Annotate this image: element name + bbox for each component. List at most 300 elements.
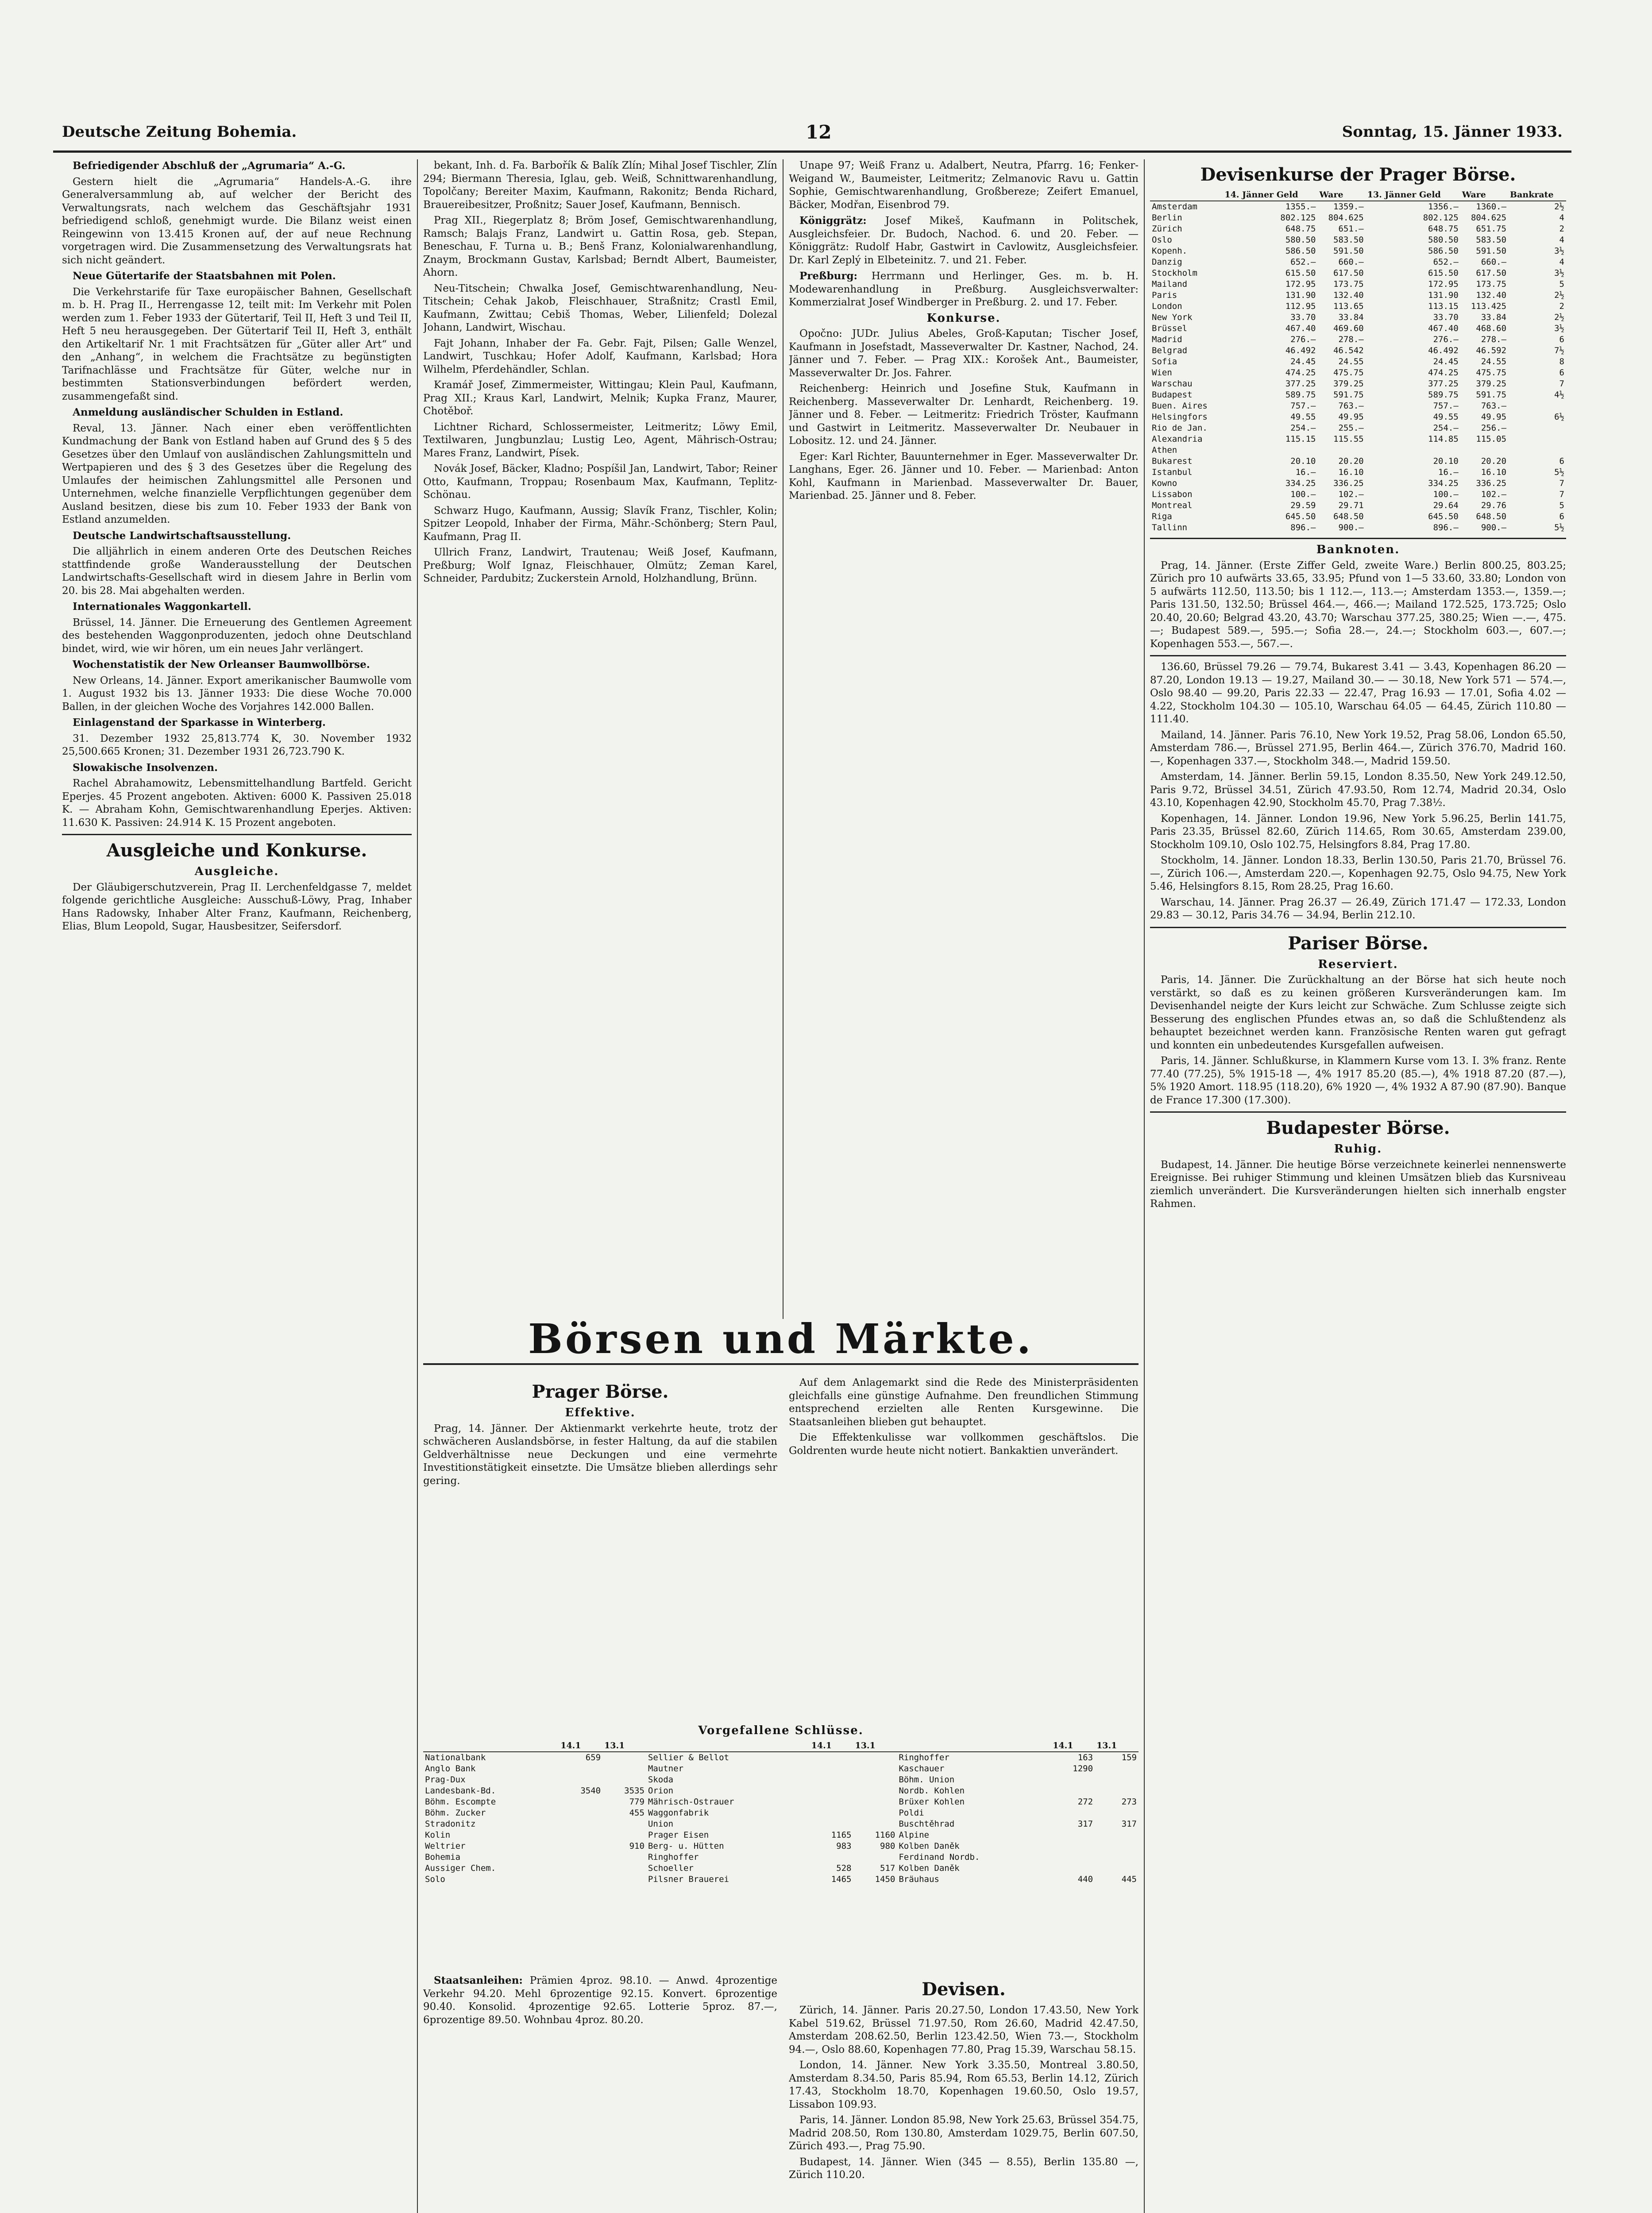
table-cell: 589.75 <box>1428 390 1459 400</box>
article-body: Herrmann und Herlinger, Ges. m. b. H. Modewarenhandlung in Preßburg. Ausgleichsverwalter: Kommerzialrat Josef Windberger in Preßburg. 2. und 17. Feber. <box>789 270 1139 308</box>
table-cell: 900.— <box>1481 523 1507 532</box>
table-cell <box>559 1874 602 1885</box>
table-cell: 468.60 <box>1476 324 1507 333</box>
section-subtitle: Banknoten. <box>1316 543 1400 556</box>
right-column <box>1150 159 1566 2213</box>
table-cell: 278.— <box>1481 335 1507 344</box>
article-body: London, 14. Jänner. New York 3.35.50, Montreal 3.80.50, Amsterdam 8.34.50, Paris 85.94, Rom 65.53, Berlin 14.12, Zürich 17.43, Stockholm 18.70, Kopenhagen 19.60.50, Oslo 19.57, Lissabon 109.93. <box>789 2059 1139 2110</box>
article-body: Paris, 14. Jänner. Die Zurückhaltung an der Börse hat sich heute noch verstärkt, so daß es zu keinen größeren Kursveränderungen kam. Im Devisenhandel neigte der Kurs leicht zur Schwäche. Zum Schlusse zeigte sich Besserung des englischen Pfundes etwas an, so daß die Schlußtendenz als behauptet bezeichnet werden kann. Französische Renten waren gut gefragt und konnten ein unbedeutendes Kursgefallen aufweisen. <box>1150 974 1566 1051</box>
table-cell: 648.50 <box>1476 512 1507 521</box>
column-3 <box>789 159 1139 1319</box>
table-cell: 115.05 <box>1476 434 1507 444</box>
table-cell: Athen <box>1152 445 1177 455</box>
column-rule <box>783 159 784 1319</box>
table-cell: 377.25 <box>1285 379 1316 389</box>
table-cell: 583.50 <box>1333 235 1364 245</box>
table-cell: 273 <box>1121 1797 1137 1807</box>
table-cell: Zürich <box>1152 224 1182 234</box>
section-subtitle: Vorgefallene Schlüsse. <box>698 1724 864 1737</box>
table-cell: 802.125 <box>1423 213 1459 223</box>
table-cell: 24.55 <box>1481 357 1507 366</box>
exchange-rate-table <box>1150 189 1566 533</box>
table-row <box>423 1808 1139 1819</box>
table-cell: Alexandria <box>1152 434 1203 444</box>
table-cell: 2 <box>1559 301 1564 311</box>
table-cell: 172.95 <box>1428 279 1459 289</box>
table-cell: 615.50 <box>1428 268 1459 278</box>
table-cell: 276.— <box>1290 335 1316 344</box>
table-row <box>423 1774 1139 1785</box>
section-title: Budapester Börse. <box>1266 1118 1450 1138</box>
table-cell: 113.15 <box>1428 301 1459 311</box>
table-cell: 455 <box>629 1808 645 1818</box>
table-cell <box>853 1763 897 1774</box>
markets-banner: Börsen und Märkte. <box>423 1315 1139 1365</box>
article-body: Budapest, 14. Jänner. Die heutige Börse verzeichnete keinerlei nennenswerte Ereignisse. Bei ruhiger Stimmung und kleinen Umsätzen blieb das Kursniveau ziemlich unverändert. Die Kursveränderungen hielten sich innerhalb engster Rahmen. <box>1150 1159 1566 1210</box>
article-body: Unape 97; Weiß Franz u. Adalbert, Neutra, Pfarrg. 16; Fenker-Weigand W., Baumeister, Leitmeritz; Zelmanovic Ravu u. Gattin Sophie, Gemischtwarenhandlung, Großbereze; Zeifert Emanuel, Bäcker, Modřan, Eisenbrod 79. <box>789 160 1139 211</box>
table-cell: 475.75 <box>1476 368 1507 378</box>
table-cell: 7 <box>1559 379 1564 389</box>
table-row <box>1150 323 1566 334</box>
table-cell: 254.— <box>1290 423 1316 433</box>
table-cell: Paris <box>1152 290 1177 300</box>
table-cell: 254.— <box>1433 423 1459 433</box>
table-cell <box>1095 1830 1139 1841</box>
section-subtitle: Effektive. <box>565 1406 636 1419</box>
table-cell: 591.75 <box>1476 390 1507 400</box>
table-cell: Waggonfabrik <box>648 1808 709 1818</box>
section-title: Devisenkurse der Prager Börse. <box>1200 164 1516 185</box>
table-row <box>423 1841 1139 1852</box>
table-row <box>423 1819 1139 1830</box>
table-cell: 648.50 <box>1333 512 1364 521</box>
article-body: Prämien 4proz. 98.10. — Anwd. 4prozentige Verkehr 94.20. Mehl 6prozentige 92.15. Konvert. 6prozentige 90.40. Konsolid. 4prozentige 92.65. Lotterie 5proz. 87.—, 6prozentige 89.50. Wohnbau 4proz. 80.20. <box>423 1975 777 2026</box>
table-cell: Sofia <box>1152 357 1177 366</box>
table-row <box>1150 268 1566 279</box>
table-cell: 779 <box>629 1797 645 1807</box>
table-cell: 580.50 <box>1428 235 1459 245</box>
table-cell <box>1051 1808 1095 1819</box>
table-cell: 586.50 <box>1285 246 1316 256</box>
table-cell <box>1051 1774 1095 1785</box>
table-cell <box>1095 1763 1139 1774</box>
table-cell: Nationalbank <box>425 1752 486 1762</box>
article-body: Stockholm, 14. Jänner. London 18.33, Berlin 130.50, Paris 21.70, Brüssel 76.—, Zürich 106.—, Amsterdam 220.—, Kopenhagen 92.75, Oslo 94.75, New York 5.46, Helsingfors 8.15, Rom 28.25, Prag 16.60. <box>1150 855 1566 892</box>
table-row <box>1150 489 1566 500</box>
table-cell: Mailand <box>1152 279 1188 289</box>
table-cell: 8 <box>1559 357 1564 366</box>
table-header-cell: Ware <box>1318 189 1366 201</box>
table-cell: Tallinn <box>1152 523 1188 532</box>
article-title: Staatsanleihen: <box>434 1974 523 1986</box>
article-title: Wochenstatistik der New Orleanser Baumwollbörse. <box>73 659 370 671</box>
table-cell: 467.40 <box>1428 324 1459 333</box>
article-title: Befriedigender Abschluß der „Agrumaria“ A.-G. <box>73 160 346 172</box>
table-cell: 16.— <box>1295 467 1316 477</box>
table-cell: 256.— <box>1481 423 1507 433</box>
table-cell <box>810 1752 853 1763</box>
table-cell: 980 <box>880 1841 895 1851</box>
table-cell: 763.— <box>1338 401 1364 411</box>
table-cell: Danzig <box>1152 257 1182 267</box>
table-cell <box>1460 445 1508 456</box>
table-cell: 648.75 <box>1285 224 1316 234</box>
table-cell <box>1508 401 1566 412</box>
article-body: Der Gläubigerschutzverein, Prag II. Lerchenfeldgasse 7, meldet folgende gerichtliche Ausgleiche: Ausschuß-Löwy, Prag, Inhaber Hans Radowsky, Inhaber Alter Franz, Kaufmann, Reichenberg, Elias, Blum Leopold, Sugar, Hausbesitzer, Seifersdorf. <box>62 881 412 932</box>
table-row <box>1150 456 1566 467</box>
table-cell: 474.25 <box>1428 368 1459 378</box>
table-cell: Oslo <box>1152 235 1172 245</box>
table-cell: 20.10 <box>1290 456 1316 466</box>
table-cell: 445 <box>1121 1874 1137 1884</box>
table-cell: 660.— <box>1481 257 1507 267</box>
table-cell: 586.50 <box>1428 246 1459 256</box>
table-cell: 131.90 <box>1428 290 1459 300</box>
table-cell: 804.625 <box>1328 213 1364 223</box>
table-cell <box>853 1852 897 1863</box>
article-body: Prag, 14. Jänner. Der Aktienmarkt verkehrte heute, trotz der schwächeren Auslandsbörse, in fester Haltung, da auf die stabilen Geldverhältnisse neue Deckungen und eine vermehrte Investitionstätigkeit einsetzte. Die Umsätze blieben allerdings sehr gering. <box>423 1423 777 1487</box>
table-cell <box>559 1819 602 1830</box>
article-body: Lichtner Richard, Schlossermeister, Leitmeritz; Löwy Emil, Textilwaren, Jungbunzlau; Lustig Leo, Agent, Mährisch-Ostrau; Mares Franz, Landwirt, Písek. <box>423 421 777 459</box>
table-header-cell <box>1150 189 1223 201</box>
table-cell: 114.85 <box>1428 434 1459 444</box>
table-cell: 115.15 <box>1285 434 1316 444</box>
table-cell: 172.95 <box>1285 279 1316 289</box>
table-cell: Prag-Dux <box>425 1774 466 1785</box>
article-body: Amsterdam, 14. Jänner. Berlin 59.15, London 8.35.50, New York 249.12.50, Paris 9.72, Brüssel 34.51, Zürich 47.93.50, Rom 12.74, Madrid 20.34, Oslo 43.10, Kopenhagen 42.90, Stockholm 45.70, Prag 7.38½. <box>1150 771 1566 809</box>
article-body: Prag, 14. Jänner. (Erste Ziffer Geld, zweite Ware.) Berlin 800.25, 803.25; Zürich pro 10 aufwärts 33.65, 33.95; Pfund von 1—5 33.60, 33.80; London von 5 aufwärts 112.50, 113.50; bis 1 112.—, 113.—; Amsterdam 1353.—, 1359.—; Paris 131.50, 132.50; Brüssel 464.—, 466.—; Mailand 172.525, 173.725; Oslo 20.40, 20.60; Belgrad 43.20, 43.70; Warschau 377.25, 380.25; Wien —.—, 475.—; Budapest 589.—, 595.—; Sofia 28.—, 24.—; Stockholm 603.—, 607.—; Kopenhagen 553.—, 567.—. <box>1150 559 1566 650</box>
article-body: Warschau, 14. Jänner. Prag 26.37 — 26.49, Zürich 171.47 — 172.33, London 29.83 — 30.12, Paris 34.76 — 34.94, Berlin 212.10. <box>1150 896 1566 921</box>
table-cell: Bukarest <box>1152 456 1193 466</box>
divider <box>1150 927 1566 928</box>
masthead-title: Deutsche Zeitung Bohemia. <box>62 123 297 141</box>
trades-section <box>423 1722 1139 1970</box>
table-cell: 46.542 <box>1333 346 1364 355</box>
table-row <box>1150 301 1566 312</box>
table-cell <box>1318 445 1366 456</box>
table-cell: 336.25 <box>1476 478 1507 488</box>
table-header-cell: Bankrate <box>1508 189 1566 201</box>
article-title: Preßburg: <box>799 270 858 282</box>
table-cell <box>810 1774 853 1785</box>
table-row <box>1150 356 1566 367</box>
table-row <box>1150 290 1566 301</box>
table-cell: Nordb. Kohlen <box>899 1785 965 1796</box>
table-cell: Lissabon <box>1152 490 1193 499</box>
table-cell <box>853 1797 897 1808</box>
table-cell: Budapest <box>1152 390 1193 400</box>
divider <box>62 834 412 835</box>
table-row <box>1150 224 1566 235</box>
article-body: Kopenhagen, 14. Jänner. London 19.96, New York 5.96.25, Berlin 141.75, Paris 23.35, Brüssel 82.60, Zürich 114.65, Rom 30.65, Amsterdam 239.00, Stockholm 109.10, Oslo 102.75, Helsingfors 8.84, Prag 17.80. <box>1150 813 1566 851</box>
article-body: Paris, 14. Jänner. London 85.98, New York 25.63, Brüssel 354.75, Madrid 208.50, Rom 130.80, Amsterdam 1029.75, Berlin 607.50, Zürich 493.—, Prag 75.90. <box>789 2114 1139 2152</box>
table-row <box>1150 478 1566 489</box>
table-cell: Kolin <box>425 1830 451 1840</box>
table-cell: 1359.— <box>1333 202 1364 212</box>
table-header-cell <box>423 1740 559 1752</box>
table-cell: 528 <box>836 1863 852 1873</box>
table-cell: Bohemia <box>425 1852 461 1862</box>
table-cell: 467.40 <box>1285 324 1316 333</box>
table-cell: 802.125 <box>1280 213 1316 223</box>
table-cell: 46.592 <box>1476 346 1507 355</box>
table-cell: 113.425 <box>1471 301 1507 311</box>
table-cell: 29.76 <box>1481 501 1507 510</box>
table-cell <box>1366 445 1460 456</box>
table-cell: 24.45 <box>1290 357 1316 366</box>
table-cell: 5 <box>1559 279 1564 289</box>
table-cell: 2½ <box>1554 290 1564 300</box>
table-cell: 29.71 <box>1338 501 1364 510</box>
table-row <box>1150 423 1566 434</box>
table-row <box>1150 334 1566 345</box>
table-cell <box>810 1797 853 1808</box>
table-cell: 102.— <box>1481 490 1507 499</box>
table-cell: Bräuhaus <box>899 1874 939 1884</box>
table-cell <box>1095 1774 1139 1785</box>
table-row <box>423 1763 1139 1774</box>
table-header-cell: Ware <box>1460 189 1508 201</box>
table-cell: Pilsner Brauerei <box>648 1874 729 1884</box>
table-cell: Orion <box>648 1785 674 1796</box>
table-cell: 29.64 <box>1433 501 1459 510</box>
table-row <box>423 1797 1139 1808</box>
table-cell <box>559 1763 602 1774</box>
table-cell: 16.— <box>1438 467 1459 477</box>
table-cell: 2½ <box>1554 312 1564 322</box>
table-cell: Belgrad <box>1152 346 1188 355</box>
table-cell: 617.50 <box>1333 268 1364 278</box>
table-cell: Schoeller <box>648 1863 694 1873</box>
table-header-cell: 14. Jänner Geld <box>1223 189 1317 201</box>
table-cell: 163 <box>1077 1752 1093 1762</box>
table-cell: 33.84 <box>1338 312 1364 322</box>
table-cell <box>1095 1841 1139 1852</box>
article-body: Neu-Titschein; Chwalka Josef, Gemischtwarenhandlung, Neu-Titschein; Cehak Jakob, Fleischhauer, Straßnitz; Crastl Emil, Kaufmann, Zwittau; Cebiš Thomas, Weber, Lilienfeld; Dolezal Johann, Landwirt, Wischau. <box>423 282 777 333</box>
table-cell: 20.20 <box>1481 456 1507 466</box>
table-cell: Kolben Daněk <box>899 1841 960 1851</box>
table-cell: 591.75 <box>1333 390 1364 400</box>
table-cell: Skoda <box>648 1774 674 1785</box>
table-cell: 113.65 <box>1333 301 1364 311</box>
table-row <box>423 1752 1139 1763</box>
table-cell: Wien <box>1152 368 1172 378</box>
section-subtitle: Ausgleiche. <box>194 865 279 878</box>
table-row <box>1150 246 1566 257</box>
table-cell: 5½ <box>1554 467 1564 477</box>
table-cell <box>1051 1785 1095 1797</box>
table-cell: 983 <box>836 1841 852 1851</box>
table-cell: 16.10 <box>1481 467 1507 477</box>
article-body: Fajt Johann, Inhaber der Fa. Gebr. Fajt, Pilsen; Galle Wenzel, Landwirt, Tuschkau; Hofer Adolf, Kaufmann, Karlsbad; Hora Wilhelm, Pferdehändler, Schlan. <box>423 337 777 375</box>
table-cell: 474.25 <box>1285 368 1316 378</box>
table-cell: 651.— <box>1338 224 1364 234</box>
table-cell: 102.— <box>1338 490 1364 499</box>
table-cell: 7½ <box>1554 346 1564 355</box>
table-cell: Poldi <box>899 1808 924 1818</box>
table-cell: 46.492 <box>1285 346 1316 355</box>
table-cell: 317 <box>1121 1819 1137 1829</box>
table-cell: 1465 <box>831 1874 852 1884</box>
article-body: Mailand, 14. Jänner. Paris 76.10, New York 19.52, Prag 58.06, London 65.50, Amsterdam 786.—, Brüssel 271.95, Berlin 464.—, Zürich 376.70, Madrid 160.—, Kopenhagen 337.—, Stockholm 348.—, Madrid 159.50. <box>1150 729 1566 767</box>
table-cell: 100.— <box>1290 490 1316 499</box>
table-cell: Böhm. Union <box>899 1774 955 1785</box>
table-cell <box>602 1874 646 1885</box>
table-cell: 132.40 <box>1476 290 1507 300</box>
table-cell: 20.10 <box>1433 456 1459 466</box>
table-cell: 24.55 <box>1338 357 1364 366</box>
table-cell: 112.95 <box>1285 301 1316 311</box>
column-rule <box>1144 159 1145 2213</box>
table-cell <box>602 1852 646 1863</box>
table-header-cell: 13.1 <box>853 1740 897 1752</box>
table-cell: 3535 <box>624 1785 645 1796</box>
table-header-cell: 14.1 <box>1051 1740 1095 1752</box>
table-cell: 5 <box>1559 501 1564 510</box>
table-cell: 804.625 <box>1471 213 1507 223</box>
table-row <box>1150 235 1566 246</box>
table-header-cell: 13. Jänner Geld <box>1366 189 1460 201</box>
table-cell: 7 <box>1559 490 1564 499</box>
table-cell: 33.70 <box>1290 312 1316 322</box>
table-row <box>423 1863 1139 1874</box>
table-cell: 278.— <box>1338 335 1364 344</box>
table-cell: Prager Eisen <box>648 1830 709 1840</box>
table-cell: 4½ <box>1554 390 1564 400</box>
table-cell: 6 <box>1559 368 1564 378</box>
article-body: Opočno: JUDr. Julius Abeles, Groß-Kaputan; Tischer Josef, Kaufmann in Josefstadt, Masseverwalter Dr. Kastner, Nachod, 24. Jänner und 7. Feber. — Prag XIX.: Korošek Ant., Baumeister, Masseverwalter Dr. Jos. Fahrer. <box>789 328 1139 379</box>
table-cell <box>602 1774 646 1785</box>
article-body: Die alljährlich in einem anderen Orte des Deutschen Reiches stattfindende große Wanderausstellung der Deutschen Landwirtschafts-Gesellschaft wird in diesem Jahre in Berlin vom 20. bis 28. Mai abgehalten werden. <box>62 546 412 597</box>
table-cell: Aussiger Chem. <box>425 1863 496 1873</box>
article-body: bekant, Inh. d. Fa. Barbořík & Balík Zlín; Mihal Josef Tischler, Zlín 294; Biermann Theresia, Iglau, geb. Weiß, Schnittwarenhandlung, Topolčany; Bereiter Maxim, Kaufmann, Rakonitz; Benda Richard, Brauereibesitzer, Proßnitz; Sauer Josef, Kaufmann, Bennisch. <box>423 160 777 211</box>
table-cell: 33.84 <box>1481 312 1507 322</box>
table-cell: 272 <box>1077 1797 1093 1807</box>
section-title: Ausgleiche und Konkurse. <box>106 840 367 861</box>
table-cell: Kaschauer <box>899 1763 945 1773</box>
table-cell: Istanbul <box>1152 467 1193 477</box>
table-cell: 100.— <box>1433 490 1459 499</box>
table-cell <box>1508 423 1566 434</box>
article-body: Budapest, 14. Jänner. Wien (345 — 8.55), Berlin 135.80 —, Zürich 110.20. <box>789 2156 1139 2181</box>
table-cell <box>1095 1808 1139 1819</box>
table-cell: 757.— <box>1290 401 1316 411</box>
table-cell: 20.20 <box>1338 456 1364 466</box>
table-cell: 896.— <box>1290 523 1316 532</box>
table-row <box>1150 445 1566 456</box>
table-cell: 276.— <box>1433 335 1459 344</box>
table-cell: 652.— <box>1433 257 1459 267</box>
table-cell <box>853 1785 897 1797</box>
table-cell: Buen. Aires <box>1152 401 1208 411</box>
table-cell: 173.75 <box>1476 279 1507 289</box>
table-cell: 3½ <box>1554 246 1564 256</box>
table-cell: Helsingfors <box>1152 412 1208 422</box>
table-header-cell: 14.1 <box>810 1740 853 1752</box>
table-cell: 6 <box>1559 456 1564 466</box>
table-cell: 6 <box>1559 512 1564 521</box>
table-header-cell: 13.1 <box>602 1740 646 1752</box>
column-2 <box>423 159 777 1319</box>
table-cell: 2½ <box>1554 202 1564 212</box>
table-cell: Montreal <box>1152 501 1193 510</box>
table-cell: 475.75 <box>1333 368 1364 378</box>
table-cell <box>810 1763 853 1774</box>
table-cell <box>810 1785 853 1797</box>
table-cell: 16.10 <box>1338 467 1364 477</box>
table-cell: Stradonitz <box>425 1819 476 1829</box>
table-cell: Böhm. Zucker <box>425 1808 486 1818</box>
table-cell: 334.25 <box>1285 478 1316 488</box>
table-cell <box>853 1808 897 1819</box>
table-cell: 115.55 <box>1333 434 1364 444</box>
article-body: 136.60, Brüssel 79.26 — 79.74, Bukarest 3.41 — 3.43, Kopenhagen 86.20 — 87.20, London 19.13 — 19.27, Mailand 30.— — 30.18, New York 571 — 574.—, Oslo 98.40 — 99.20, Paris 22.33 — 22.47, Prag 16.93 — 17.01, Sofia 4.02 — 4.22, Stockholm 104.30 — 105.10, Warschau 64.05 — 64.45, Zürich 110.80 — 111.40. <box>1150 661 1566 725</box>
table-cell <box>559 1808 602 1819</box>
table-row <box>423 1785 1139 1797</box>
table-cell: Ringhoffer <box>899 1752 950 1762</box>
foreign-exchange-section <box>789 1974 1139 2213</box>
table-header-cell: 13.1 <box>1095 1740 1139 1752</box>
table-cell: 6½ <box>1554 412 1564 422</box>
article-title: Deutsche Landwirtschaftsausstellung. <box>73 529 291 542</box>
table-cell: 648.75 <box>1428 224 1459 234</box>
table-cell: Berlin <box>1152 213 1182 223</box>
table-cell: 2 <box>1559 224 1564 234</box>
table-cell: 379.25 <box>1333 379 1364 389</box>
table-cell: 910 <box>629 1841 645 1851</box>
article-body: Josef Mikeš, Kaufmann in Politschek, Ausgleichsfeier. Dr. Budoch, Nachod. 6. und 20. Feber. — Königgrätz: Rudolf Habr, Gastwirt in Cavlowitz, Ausgleichsfeier. Dr. Karl Zeplý in Elbeteinitz. 7. und 21. Feber. <box>789 215 1139 266</box>
table-row <box>1150 434 1566 445</box>
table-cell: 900.— <box>1338 523 1364 532</box>
table-cell <box>1095 1852 1139 1863</box>
article-body: Reval, 13. Jänner. Nach einer eben veröffentlichten Kundmachung der Bank von Estland haben auf Grund des § 5 des Gesetzes über den Umlauf von ausländischen Zahlungsmitteln und Wertpapieren und des § 3 des Gesetzes über die Regelung des Umlaufes der heimischen Zahlungsmittel alle Personen und Unternehmen, welche finanzielle Verpflichtungen gegenüber dem Ausland besitzen, diese bis zum 10. Feber 1933 der Bank von Estland anzumelden. <box>62 422 412 525</box>
table-cell: 645.50 <box>1428 512 1459 521</box>
article-body: Eger: Karl Richter, Bauunternehmer in Eger. Masseverwalter Dr. Langhans, Eger. 26. Jänner und 10. Feber. — Marienbad: Anton Kohl, Kaufmann in Marienbad. Masseverwalter Dr. Bauer, Marienbad. 25. Jänner und 8. Feber. <box>789 451 1139 501</box>
table-cell <box>853 1774 897 1785</box>
table-row <box>1150 412 1566 423</box>
table-header-cell <box>646 1740 810 1752</box>
table-cell: 1360.— <box>1476 202 1507 212</box>
table-cell: 652.— <box>1290 257 1316 267</box>
table-cell <box>853 1752 897 1763</box>
table-row <box>423 1830 1139 1841</box>
article-body: Rachel Abrahamowitz, Lebensmittelhandlung Bartfeld. Gericht Eperjes. 45 Prozent angeboten. Aktiven: 6000 K. Passiven 25.018 K. — Abraham Kohn, Gemischtwarenhandlung Eperjes. Aktiven: 11.630 K. Passiven: 24.914 K. 15 Prozent angeboten. <box>62 778 412 829</box>
column-rule <box>417 159 418 2213</box>
bonds-section <box>423 1974 777 2213</box>
column-1 <box>62 159 412 2213</box>
table-cell <box>1051 1863 1095 1874</box>
article-title: Anmeldung ausländischer Schulden in Estland. <box>73 406 344 418</box>
prager-boerse <box>423 1376 777 1722</box>
table-row <box>1150 367 1566 378</box>
issue-date: Sonntag, 15. Jänner 1933. <box>1342 123 1563 141</box>
table-cell: 377.25 <box>1428 379 1459 389</box>
article-body: New Orleans, 14. Jänner. Export amerikanischer Baumwolle vom 1. August 1932 bis 13. Jänner 1933: Die diese Woche 70.000 Ballen, in der gleichen Woche des Vorjahres 142.000 Ballen. <box>62 675 412 713</box>
table-cell: London <box>1152 301 1182 311</box>
table-cell <box>559 1852 602 1863</box>
table-cell <box>1508 445 1566 456</box>
article-body: Schwarz Hugo, Kaufmann, Aussig; Slavík Franz, Tischler, Kolin; Spitzer Leopold, Inhaber der Firma, Mähr.-Schönberg; Stern Paul, Kaufmann, Prag II. <box>423 505 777 543</box>
article-body: Prag XII., Riegerplatz 8; Bröm Josef, Gemischtwarenhandlung, Ramsch; Balajs Franz, Landwirt u. Gattin Rosa, geb. Stepan, Beneschau, F. Turna u. B.; Benš Franz, Kolonialwarenhandlung, Znaym, Brockmann Gustav, Karlsbad; Berndt Albert, Baumeister, Ahorn. <box>423 215 777 278</box>
table-cell: Stockholm <box>1152 268 1197 278</box>
table-cell <box>1095 1785 1139 1797</box>
article-body: Gestern hielt die „Agrumaria“ Handels-A.-G. ihre Generalversammlung ab, auf welcher der Bericht des Verwaltungsrats, nach welchem das Geschäftsjahr 1931 befriedigend schloß, genehmigt wurde. Die Bilanz weist einen Reingewinn von 13.415 Kronen auf, der auf neue Rechnung vorgetragen wird. Die Zusammensetzung des Verwaltungsrats hat sich nicht geändert. <box>62 176 412 266</box>
table-row <box>1150 201 1566 212</box>
table-cell <box>602 1752 646 1763</box>
table-cell: Ferdinand Nordb. <box>899 1852 980 1862</box>
table-cell: 1355.— <box>1285 202 1316 212</box>
article-body: Zürich, 14. Jänner. Paris 20.27.50, London 17.43.50, New York Kabel 519.62, Brüssel 71.97.50, Rom 26.60, Madrid 42.47.50, Amsterdam 208.62.50, Berlin 123.42.50, Wien 73.—, Stockholm 94.—, Oslo 88.60, Kopenhagen 77.80, Prag 15.39, Warschau 58.15. <box>789 2005 1139 2055</box>
